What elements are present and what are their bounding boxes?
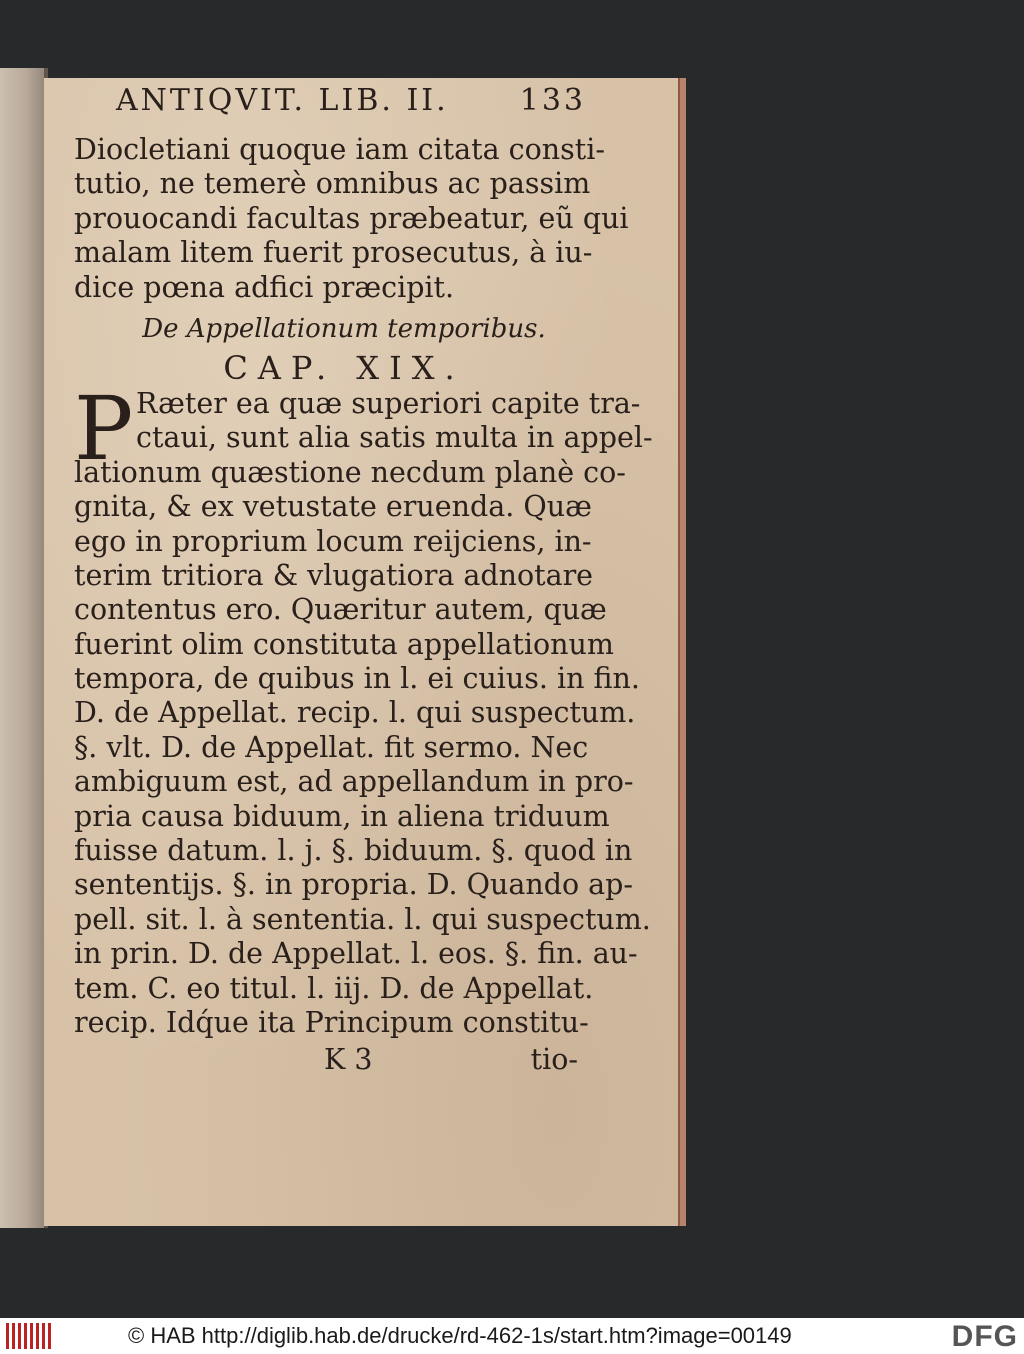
dfg-logo: DFG [951,1320,1018,1353]
text-line: tutio, ne temerè omnibus ac passim [74,167,591,201]
text-line: gnita, & ex vetustate eruenda. Quæ [74,490,592,524]
running-head-title: ANTIQVIT. LIB. II. [116,83,449,118]
text-line: fuerint olim constituta appellationum [74,627,614,661]
text-block [74,133,653,1080]
drop-cap: P [74,376,134,480]
text-line: ctaui, sunt alia satis multa in appel- [136,421,653,455]
body-lines [74,455,651,1041]
drop-cap-lines [74,386,653,456]
chapter-heading: CAP. XIX. [223,348,465,387]
text-line: ambiguum est, ad appellandum in pro- [74,765,634,799]
text-line: malam litem fuerit prosecutus, à iu- [74,236,593,270]
text-line: D. de Appellat. recip. l. qui suspectum. [74,696,636,730]
text-line: recip. Idq́ue ita Principum constitu- [74,1005,589,1039]
source-link[interactable]: © HAB http://diglib.hab.de/drucke/rd-462-1s/start.htm?image=00149 [128,1323,792,1348]
previous-page-edge [0,68,48,1228]
chapter-subtitle: De Appellationum temporibus. [142,313,546,344]
text-line: terim tritiora & vlugatiora adnotare [74,558,594,592]
book-page [44,78,686,1226]
text-line: tem. C. eo titul. l. iij. D. de Appellat. [74,971,594,1005]
text-line: ego in proprium locum reijciens, in- [74,524,592,558]
page-bottom-line [74,1040,584,1080]
text-line: prouocandi facultas præbeatur, eũ qui [74,201,629,235]
text-line: §. vlt. D. de Appellat. fit sermo. Nec [74,730,589,764]
intro-paragraph [74,133,629,305]
text-line: pria causa biduum, in aliena triduum [74,799,610,833]
hab-logo-icon [6,1322,52,1350]
text-line: lationum quæstione necdum planè co- [74,455,626,489]
signature-mark: K 3 [324,1043,373,1077]
text-line: Ræter ea quæ superiori capite tra- [136,386,641,420]
catchword: tio- [530,1043,578,1077]
text-line: tempora, de quibus in l. ei cuius. in fin. [74,662,640,696]
text-line: sententijs. §. in propria. D. Quando ap- [74,868,634,902]
text-line: dice pœna adfici præcipit. [74,270,455,304]
text-line: contentus ero. Quæritur autem, quæ [74,593,607,627]
running-head [116,83,586,123]
page-number: 133 [519,83,586,118]
text-line: pell. sit. l. à sententia. l. qui suspectum. [74,902,651,936]
viewer-footer [0,1318,1024,1354]
chapter-paragraph [74,376,653,1040]
text-line: in prin. D. de Appellat. l. eos. §. fin. au- [74,937,638,971]
text-line: Diocletiani quoque iam citata consti- [74,133,605,166]
text-line: fuisse datum. l. j. §. biduum. §. quod in [74,834,633,868]
